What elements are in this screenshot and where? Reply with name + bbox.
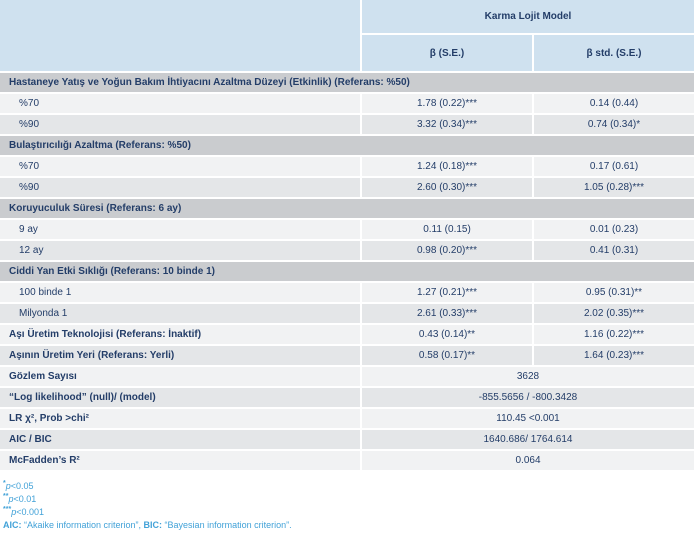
beta-std-cell: 0.17 (0.61) — [534, 157, 694, 176]
footnote-sig-1 — [3, 480, 694, 493]
row-label: 9 ay — [0, 220, 362, 239]
beta-std-cell: 1.16 (0.22)*** — [534, 325, 694, 344]
beta-cell: 0.11 (0.15) — [362, 220, 534, 239]
row-label: Aşının Üretim Yeri (Referans: Yerli) — [0, 346, 362, 365]
footnote-sig-3 — [3, 506, 694, 519]
table-row — [0, 325, 694, 346]
table-row — [0, 241, 694, 262]
table-header — [0, 0, 694, 73]
section-label: Ciddi Yan Etki Sıklığı (Referans: 10 binde 1) — [0, 262, 694, 281]
row-label: %90 — [0, 115, 362, 134]
beta-cell: 1.27 (0.21)*** — [362, 283, 534, 302]
beta-cell: 1.24 (0.18)*** — [362, 157, 534, 176]
table-row — [0, 94, 694, 115]
stat-label: McFadden’s R² — [0, 451, 362, 470]
col-header-beta-std: β std. (S.E.) — [534, 35, 694, 71]
sig-threshold: <0.05 — [10, 481, 34, 491]
row-label: Milyonda 1 — [0, 304, 362, 323]
beta-cell: 0.43 (0.14)** — [362, 325, 534, 344]
stat-row — [0, 388, 694, 409]
aic-text: “Akaike information criterion”, — [21, 520, 144, 530]
section-label: Koruyuculuk Süresi (Referans: 6 ay) — [0, 199, 694, 218]
stat-row — [0, 430, 694, 451]
header-empty-cell — [0, 0, 362, 71]
section-row — [0, 73, 694, 94]
col-header-beta: β (S.E.) — [362, 35, 534, 71]
row-label: %70 — [0, 94, 362, 113]
stat-row — [0, 367, 694, 388]
table-row — [0, 346, 694, 367]
stat-label: Gözlem Sayısı — [0, 367, 362, 386]
section-row — [0, 262, 694, 283]
beta-std-cell: 0.41 (0.31) — [534, 241, 694, 260]
beta-cell: 0.98 (0.20)*** — [362, 241, 534, 260]
sig-stars: ** — [3, 493, 9, 500]
stat-value: 110.45 <0.001 — [362, 409, 694, 428]
stat-value: 1640.686/ 1764.614 — [362, 430, 694, 449]
sig-stars: * — [3, 480, 6, 487]
row-label: %70 — [0, 157, 362, 176]
table-row — [0, 157, 694, 178]
row-label: %90 — [0, 178, 362, 197]
section-label: Hastaneye Yatış ve Yoğun Bakım İhtiyacını Azaltma Düzeyi (Etkinlik) (Referans: %50) — [0, 73, 694, 92]
table-row — [0, 304, 694, 325]
p-symbol: p — [5, 481, 11, 491]
beta-cell: 0.58 (0.17)** — [362, 346, 534, 365]
aic-label: AIC: — [3, 520, 22, 530]
beta-cell: 2.61 (0.33)*** — [362, 304, 534, 323]
table-row — [0, 115, 694, 136]
p-symbol: p — [8, 494, 14, 504]
stat-row — [0, 409, 694, 430]
sig-stars: *** — [3, 506, 12, 513]
stat-value: 0.064 — [362, 451, 694, 470]
table-row — [0, 178, 694, 199]
beta-std-cell: 1.05 (0.28)*** — [534, 178, 694, 197]
beta-std-cell: 0.95 (0.31)** — [534, 283, 694, 302]
beta-cell: 1.78 (0.22)*** — [362, 94, 534, 113]
section-row — [0, 199, 694, 220]
sig-threshold: <0.001 — [16, 507, 44, 517]
row-label: 12 ay — [0, 241, 362, 260]
beta-std-cell: 2.02 (0.35)*** — [534, 304, 694, 323]
row-label: 100 binde 1 — [0, 283, 362, 302]
beta-std-cell: 0.01 (0.23) — [534, 220, 694, 239]
stat-label: AIC / BIC — [0, 430, 362, 449]
stat-row — [0, 451, 694, 472]
stat-value: 3628 — [362, 367, 694, 386]
beta-std-cell: 0.74 (0.34)* — [534, 115, 694, 134]
beta-cell: 2.60 (0.30)*** — [362, 178, 534, 197]
footnote-sig-2 — [3, 493, 694, 506]
beta-cell: 3.32 (0.34)*** — [362, 115, 534, 134]
section-label: Bulaştırıcılığı Azaltma (Referans: %50) — [0, 136, 694, 155]
table-row — [0, 220, 694, 241]
footnotes — [0, 480, 694, 532]
beta-std-cell: 1.64 (0.23)*** — [534, 346, 694, 365]
beta-std-cell: 0.14 (0.44) — [534, 94, 694, 113]
stat-label: “Log likelihood” (null)/ (model) — [0, 388, 362, 407]
model-header: Karma Lojit Model — [362, 0, 694, 35]
sig-threshold: <0.01 — [13, 494, 37, 504]
footnote-criteria — [3, 519, 694, 532]
bic-label: BIC: — [143, 520, 163, 530]
bic-text: “Bayesian information criterion”. — [162, 520, 292, 530]
header-model-group — [362, 0, 694, 71]
table-row — [0, 283, 694, 304]
stat-label: LR χ², Prob >chi² — [0, 409, 362, 428]
section-row — [0, 136, 694, 157]
row-label: Aşı Üretim Teknolojisi (Referans: İnaktif) — [0, 325, 362, 344]
p-symbol: p — [11, 507, 17, 517]
column-headers — [362, 35, 694, 71]
stat-value: -855.5656 / -800.3428 — [362, 388, 694, 407]
